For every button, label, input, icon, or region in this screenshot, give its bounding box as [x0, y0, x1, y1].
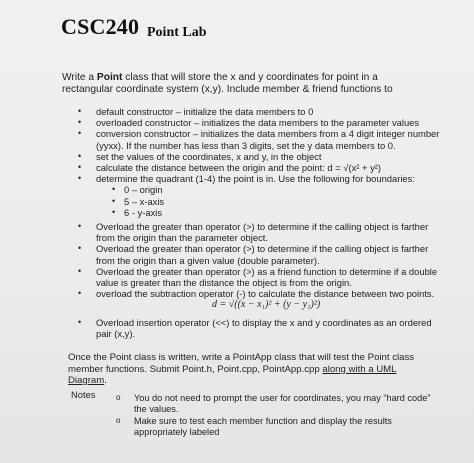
page-title: Point Lab	[147, 25, 207, 40]
list-item: • set the values of the coordinates, x and y, in the object	[62, 151, 442, 162]
closing-end: .	[104, 375, 107, 387]
list-item: • Overload the greater than operator (>) as a friend function to determine if a double value is greater than the distance the object is from the origin.	[62, 266, 442, 288]
boundaries-list	[62, 184, 442, 218]
note-item: o You do not need to prompt the user for coordinates, you may “hard code” the values.	[96, 393, 441, 415]
list-item: • Overload the greater than operator (>) to determine if the calling object is farther from the origin than the parameter object.	[62, 221, 442, 243]
closing-paragraph	[68, 352, 428, 387]
requirements-list	[62, 106, 442, 339]
uml-link-text: along with a UML Diagram	[68, 363, 397, 387]
quadrant-text: determine the quadrant (1-4) the point is in. Use the following for boundaries:	[96, 173, 415, 185]
list-item: • default constructor – initialize the data members to 0	[62, 106, 442, 117]
intro-paragraph	[62, 72, 422, 96]
formula-wrapper	[62, 299, 442, 310]
closing-text: Once the Point class is written, write a PointApp class that will test the Point class member functions. Submit Point.h, Point.cpp, PointApp.cpp	[68, 352, 415, 375]
boundaries-wrapper	[62, 184, 442, 218]
boundary-item: • 0 – origin	[62, 184, 442, 195]
intro-after: class that will store the x and y coordinates for point in a rectangular coordinate system (x,y). Include member & friend functions to	[62, 72, 393, 95]
list-item: • Overload the greater than operator (>) to determine if the calling object is farther from the origin than a given value (double parameter).	[62, 243, 442, 265]
notes-list	[96, 393, 441, 439]
list-item: • calculate the distance between the origin and the point: d = √(x² + y²)	[62, 162, 442, 173]
list-item: • conversion constructor – initializes the data members from a 4 digit integer number (yyxx). If the number has less than 3 digits, set the y data members to 0.	[62, 128, 442, 150]
note-item: o Make sure to test each member function and display the results appropriately labeled	[96, 416, 441, 438]
distance-formula: d = √((x − x₁)² + (y − y₁)²)	[212, 299, 321, 311]
list-item: • overload the subtraction operator (-) to calculate the distance between two points.	[62, 288, 442, 299]
boundary-item: • 5 – x-axis	[62, 196, 442, 207]
list-item	[62, 173, 442, 184]
notes-heading: Notes	[71, 389, 96, 400]
list-item: • overloaded constructor – initializes the data members to the parameter values	[62, 117, 442, 128]
boundary-item: • 6 - y-axis	[62, 207, 442, 218]
intro-before: Write a	[62, 72, 97, 83]
intro-class-name: Point	[96, 72, 123, 83]
list-item: • Overload insertion operator (<<) to display the x and y coordinates as an ordered pair (x,y).	[62, 317, 442, 339]
course-code: CSC240	[61, 14, 140, 39]
